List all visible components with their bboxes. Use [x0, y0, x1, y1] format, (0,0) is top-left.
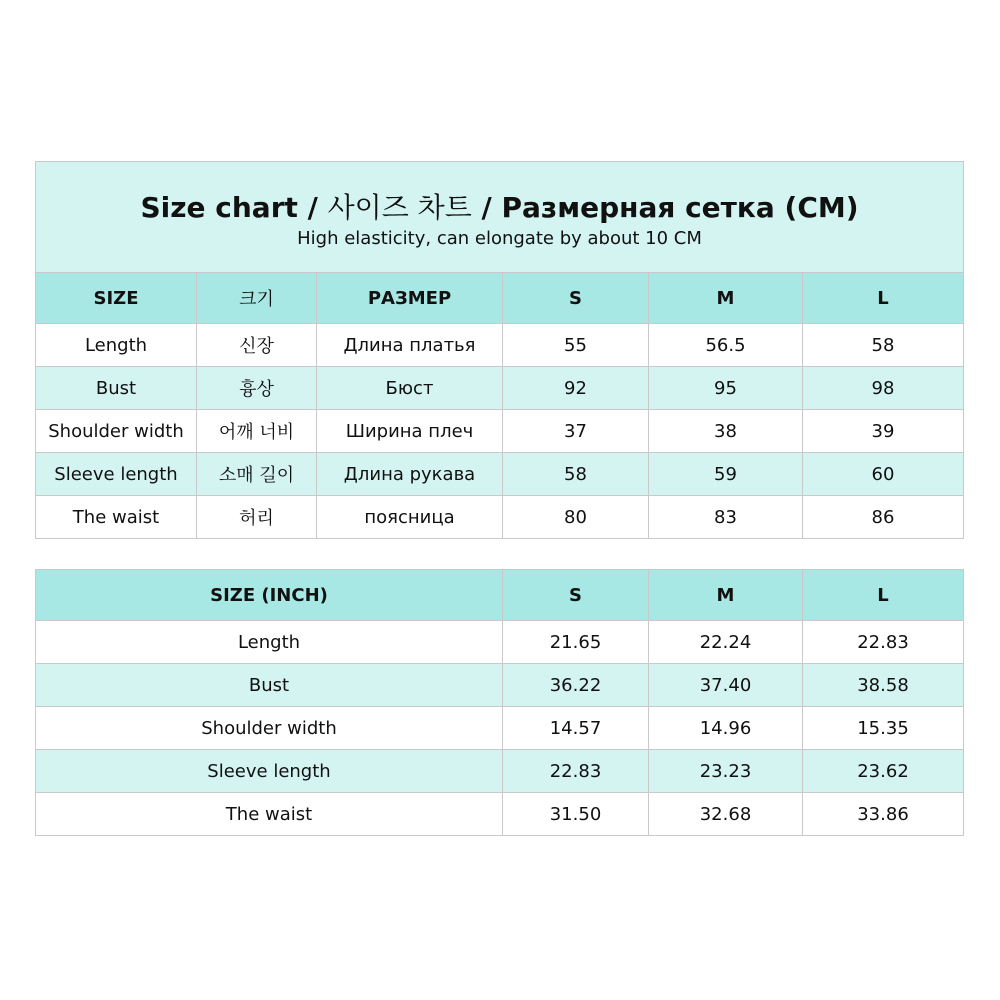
chart-subtitle: High elasticity, can elongate by about 10 CM — [297, 228, 702, 249]
table-row — [36, 367, 964, 410]
row-label: Bust — [36, 664, 503, 707]
table-row — [36, 707, 964, 750]
table-row — [36, 324, 964, 367]
table-row — [36, 453, 964, 496]
value-m: 14.96 — [649, 707, 803, 750]
cm-header-row — [36, 273, 964, 324]
cm-header-m: M — [649, 273, 803, 324]
inch-header-row — [36, 570, 964, 621]
cm-header-s: S — [503, 273, 649, 324]
row-label-ko: 신장 — [197, 324, 317, 367]
cm-header-size-ru: РАЗМЕР — [317, 273, 503, 324]
value-l: 58 — [803, 324, 964, 367]
row-label-ru: Бюст — [317, 367, 503, 410]
value-m: 83 — [649, 496, 803, 539]
row-label-ru: поясница — [317, 496, 503, 539]
row-label-ko: 소매 길이 — [197, 453, 317, 496]
value-s: 37 — [503, 410, 649, 453]
cm-header-size: SIZE — [36, 273, 197, 324]
value-m: 59 — [649, 453, 803, 496]
row-label-ru: Длина рукава — [317, 453, 503, 496]
value-m: 23.23 — [649, 750, 803, 793]
row-label-en: Shoulder width — [36, 410, 197, 453]
table-row — [36, 496, 964, 539]
inch-header-size: SIZE (INCH) — [36, 570, 503, 621]
value-s: 58 — [503, 453, 649, 496]
row-label-ko: 허리 — [197, 496, 317, 539]
table-row — [36, 793, 964, 836]
size-chart-inch-table — [35, 569, 964, 836]
chart-title-ru: / Размерная сетка (CM) — [481, 191, 859, 224]
value-l: 39 — [803, 410, 964, 453]
table-row — [36, 410, 964, 453]
cm-header-size-ko: 크기 — [197, 273, 317, 324]
value-m: 56.5 — [649, 324, 803, 367]
row-label-en: Sleeve length — [36, 453, 197, 496]
inch-header-m: M — [649, 570, 803, 621]
row-label-ru: Длина платья — [317, 324, 503, 367]
value-s: 22.83 — [503, 750, 649, 793]
chart-title-cell — [36, 162, 964, 273]
value-l: 15.35 — [803, 707, 964, 750]
row-label-en: The waist — [36, 496, 197, 539]
value-s: 14.57 — [503, 707, 649, 750]
value-s: 31.50 — [503, 793, 649, 836]
row-label: Length — [36, 621, 503, 664]
row-label: Shoulder width — [36, 707, 503, 750]
value-m: 37.40 — [649, 664, 803, 707]
value-m: 22.24 — [649, 621, 803, 664]
value-m: 32.68 — [649, 793, 803, 836]
row-label-ko: 흉상 — [197, 367, 317, 410]
table-row — [36, 750, 964, 793]
table-row — [36, 621, 964, 664]
row-label: The waist — [36, 793, 503, 836]
value-s: 36.22 — [503, 664, 649, 707]
value-l: 38.58 — [803, 664, 964, 707]
row-label-ko: 어깨 너비 — [197, 410, 317, 453]
value-s: 92 — [503, 367, 649, 410]
value-l: 98 — [803, 367, 964, 410]
value-l: 60 — [803, 453, 964, 496]
inch-header-l: L — [803, 570, 964, 621]
row-label-en: Length — [36, 324, 197, 367]
value-m: 95 — [649, 367, 803, 410]
value-s: 80 — [503, 496, 649, 539]
row-label-ru: Ширина плеч — [317, 410, 503, 453]
value-l: 86 — [803, 496, 964, 539]
value-s: 21.65 — [503, 621, 649, 664]
chart-title-ko: 사이즈 차트 — [327, 191, 472, 224]
value-m: 38 — [649, 410, 803, 453]
row-label: Sleeve length — [36, 750, 503, 793]
size-chart-cm-table — [35, 161, 964, 539]
value-l: 23.62 — [803, 750, 964, 793]
row-label-en: Bust — [36, 367, 197, 410]
value-s: 55 — [503, 324, 649, 367]
value-l: 22.83 — [803, 621, 964, 664]
chart-title-en: Size chart / — [140, 191, 318, 224]
chart-title — [36, 191, 963, 225]
value-l: 33.86 — [803, 793, 964, 836]
inch-header-s: S — [503, 570, 649, 621]
table-row — [36, 664, 964, 707]
cm-header-l: L — [803, 273, 964, 324]
